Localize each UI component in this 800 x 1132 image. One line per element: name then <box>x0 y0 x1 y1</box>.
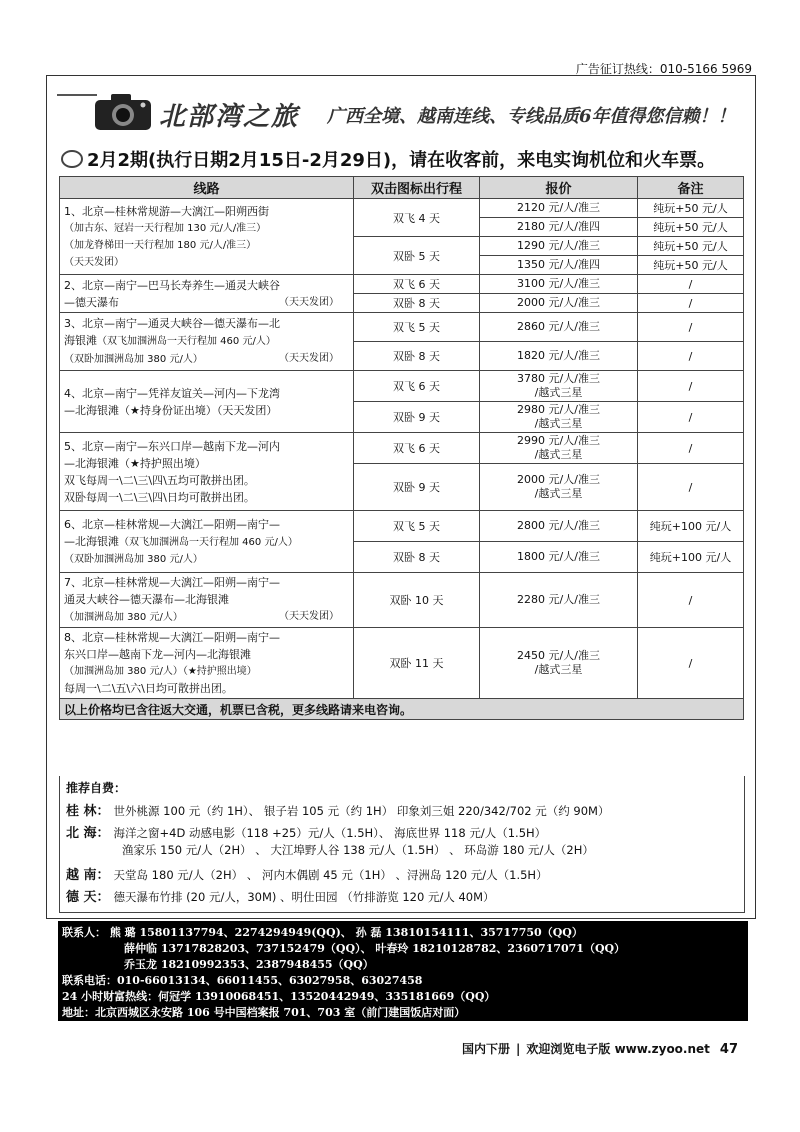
route-text: 2、北京—南宁—巴马长寿养生—通灵大峡谷 <box>64 278 280 292</box>
note-cell: / <box>638 573 744 628</box>
price-cell: 2860 元/人/准三 <box>480 313 638 342</box>
price-text: /越式三星 <box>534 386 583 399</box>
city-label: 北 海： <box>66 826 110 841</box>
route-8 <box>60 628 354 699</box>
contact-line: 乔玉龙 18210992353、2387948455（QQ） <box>124 958 374 971</box>
note-cell: 纯玩+50 元/人 <box>638 218 744 237</box>
price-text: 2980 元/人/准三 <box>517 403 600 416</box>
note-cell: / <box>638 464 744 511</box>
contact-phone: 联系电话：010-66013134、66011455、63027958、63027458 <box>62 974 423 987</box>
contact-line: 联系人： 熊 璐 15801137794、2274294949(QQ)、 孙 磊 13810154111、35717750（QQ） <box>62 926 583 939</box>
route-text: （天天发团） <box>64 256 124 268</box>
route-text: （加龙脊梯田一天行程加 180 元/人/准三） <box>64 239 257 251</box>
note-cell: 纯玩+50 元/人 <box>638 199 744 218</box>
swirl-icon <box>61 150 83 168</box>
route-text: （双卧加涠洲岛加 380 元/人） <box>64 553 203 565</box>
price-text: /越式三星 <box>534 487 583 500</box>
price-cell: 1820 元/人/准三 <box>480 342 638 371</box>
route-7 <box>60 573 354 628</box>
price-cell <box>480 402 638 433</box>
route-text: —北海银滩（★持身份证出境）（天天发团） <box>64 403 278 417</box>
brand-logo-text: 北部湾之旅 <box>159 102 300 132</box>
route-text: —北海银滩（★持护照出境） <box>64 456 206 470</box>
city-label: 桂 林： <box>66 804 110 819</box>
note-cell: / <box>638 275 744 294</box>
itinerary-link[interactable]: 双卧 8 天 <box>354 342 480 371</box>
route-text: 双飞每周一\二\三\四\五均可散拼出团。 <box>64 473 255 487</box>
itinerary-link[interactable]: 双卧 10 天 <box>354 573 480 628</box>
logo-line <box>57 94 97 96</box>
summary-row <box>60 699 744 720</box>
route-1 <box>60 199 354 275</box>
route-text: 3、北京—南宁—通灵大峡谷—德天瀑布—北 <box>64 317 280 330</box>
self-pay-title: 推荐自费： <box>66 781 127 795</box>
note-cell: / <box>638 628 744 699</box>
itinerary-link[interactable]: 双飞 6 天 <box>354 371 480 402</box>
itinerary-link[interactable]: 双飞 6 天 <box>354 433 480 464</box>
price-cell: 3100 元/人/准三 <box>480 275 638 294</box>
route-table <box>59 176 744 720</box>
route-text: 6、北京—桂林常规—大漓江—阳朔—南宁— <box>64 517 280 531</box>
route-text: （天天发团） <box>279 296 339 308</box>
price-cell: 1290 元/人/准三 <box>480 237 638 256</box>
camera-icon <box>93 90 153 132</box>
table-row <box>60 199 744 218</box>
period-notice <box>61 146 715 172</box>
summary-text: 以上价格均已含往返大交通，机票已含税，更多线路请来电咨询。 <box>60 699 744 720</box>
note-cell: / <box>638 371 744 402</box>
price-text: 2450 元/人/准三 <box>517 649 600 662</box>
route-text: （加古东、冠岩一天行程加 130 元/人/准三） <box>64 222 267 234</box>
table-row <box>60 628 744 699</box>
footer-section: 国内下册 <box>462 1042 511 1056</box>
table-row <box>60 433 744 464</box>
price-text: 2000 元/人/准三 <box>517 473 600 486</box>
itinerary-link[interactable]: 双卧 9 天 <box>354 464 480 511</box>
note-cell: / <box>638 294 744 313</box>
route-text: 4、北京—南宁—凭祥友谊关—河内—下龙湾 <box>64 386 280 400</box>
price-text: 3780 元/人/准三 <box>517 372 600 385</box>
ad-hotline: 广告征订热线：010-5166 5969 <box>575 62 752 76</box>
price-cell: 1350 元/人/准四 <box>480 256 638 275</box>
price-text: /越式三星 <box>534 417 583 430</box>
note-cell: 纯玩+50 元/人 <box>638 256 744 275</box>
self-pay-beihai-2: 渔家乐 150 元/人（2H） 、 大江埠野人谷 138 元/人（1.5H） 、 环岛游 180 元/人（2H） <box>122 843 594 857</box>
itinerary-link[interactable]: 双卧 5 天 <box>354 237 480 275</box>
itinerary-link[interactable]: 双飞 5 天 <box>354 313 480 342</box>
price-cell <box>480 464 638 511</box>
self-pay-text: 德天瀑布竹排 (20 元/人，30M) 、明仕田园 （竹排游览 120 元/人 40M） <box>113 890 495 904</box>
price-cell: 2120 元/人/准三 <box>480 199 638 218</box>
route-text: 通灵大峡谷—德天瀑布—北海银滩 <box>64 593 229 606</box>
contact-hotline: 24 小时财富热线：何冠学 13910068451、13520442949、335181669（QQ） <box>62 990 496 1003</box>
self-pay-beihai <box>66 822 546 841</box>
route-3 <box>60 313 354 371</box>
route-text: （双卧加涠洲岛加 380 元/人） <box>64 354 203 365</box>
itinerary-link[interactable]: 双飞 5 天 <box>354 511 480 542</box>
price-cell <box>480 433 638 464</box>
table-row <box>60 511 744 542</box>
header-note: 备注 <box>638 177 744 199</box>
note-cell: 纯玩+100 元/人 <box>638 511 744 542</box>
city-label: 越 南： <box>66 868 110 883</box>
route-text: （加涠洲岛加 380 元/人） <box>64 612 183 623</box>
note-cell: / <box>638 402 744 433</box>
route-4 <box>60 371 354 433</box>
route-text: （双飞加涠洲岛一天行程加 460 元/人） <box>97 336 276 347</box>
table-row <box>60 275 744 294</box>
price-cell <box>480 628 638 699</box>
route-text: 每周一\二\五\六\日均可散拼出团。 <box>64 682 233 695</box>
price-cell: 2180 元/人/准四 <box>480 218 638 237</box>
route-text: 双卧每周一\二\三\四\日均可散拼出团。 <box>64 490 255 504</box>
contact-line: 薛仲临 13717828203、737152479（QQ）、 叶春玲 18210128782、2360717071（QQ） <box>124 942 626 955</box>
table-header <box>60 177 744 199</box>
table-row <box>60 313 744 342</box>
self-pay-section <box>59 776 745 913</box>
note-cell: / <box>638 342 744 371</box>
page-footer <box>462 1040 738 1057</box>
city-label: 德 天： <box>66 890 110 905</box>
ad-frame <box>46 75 756 919</box>
note-cell: 纯玩+100 元/人 <box>638 542 744 573</box>
route-5 <box>60 433 354 511</box>
route-text: 8、北京—桂林常规—大漓江—阳朔—南宁— <box>64 631 280 644</box>
table-row <box>60 371 744 402</box>
itinerary-link[interactable]: 双卧 11 天 <box>354 628 480 699</box>
self-pay-detian <box>66 886 495 905</box>
route-text: 1、北京—桂林常规游—大漓江—阳朔西街 <box>64 204 269 218</box>
itinerary-link[interactable]: 双卧 8 天 <box>354 294 480 313</box>
route-text: 5、北京—南宁—东兴口岸—越南下龙—河内 <box>64 439 280 453</box>
route-text: （天天发团） <box>279 353 339 364</box>
banner <box>57 84 745 142</box>
route-text: 东兴口岸—越南下龙—河内—北海银滩 <box>64 648 251 661</box>
note-cell: / <box>638 433 744 464</box>
itinerary-link[interactable]: 双飞 4 天 <box>354 199 480 237</box>
price-cell: 2280 元/人/准三 <box>480 573 638 628</box>
route-text: 7、北京—桂林常规—大漓江—阳朔—南宁— <box>64 576 280 589</box>
route-text: —德天瀑布 <box>64 295 119 309</box>
route-2 <box>60 275 354 313</box>
period-text: 2月2期(执行日期2月15日-2月29日)，请在收客前，来电实询机位和火车票。 <box>87 150 716 171</box>
header-itinerary: 双击图标出行程 <box>354 177 480 199</box>
table-row <box>60 573 744 628</box>
header-price: 报价 <box>480 177 638 199</box>
route-text: （加涠洲岛加 380 元/人）（★持护照出境） <box>64 666 257 677</box>
contact-box <box>58 921 748 1021</box>
header-route: 线路 <box>60 177 354 199</box>
route-text: （天天发团） <box>279 611 339 622</box>
route-text: （双飞加涠洲岛一天行程加 460 元/人） <box>119 536 298 548</box>
footer-link[interactable]: 欢迎浏览电子版 www.zyoo.net <box>526 1042 710 1056</box>
self-pay-guilin <box>66 800 609 819</box>
self-pay-text: 世外桃源 100 元（约 1H）、 银子岩 105 元（约 1H） 印象刘三姐 220/342/702 元（约 90M） <box>113 804 610 818</box>
self-pay-text: 海洋之窗+4D 动感电影（118 +25）元/人（1.5H）、 海底世界 118 元/人（1.5H） <box>113 826 547 840</box>
route-6 <box>60 511 354 573</box>
itinerary-link[interactable]: 双飞 6 天 <box>354 275 480 294</box>
route-text: —北海银滩 <box>64 534 119 548</box>
footer-separator: | <box>516 1042 521 1056</box>
contact-address: 地址：北京西城区永安路 106 号中国档案报 701、703 室（前门建国饭店对面） <box>62 1006 466 1019</box>
slogan: 广西全境、越南连线、专线品质6年值得您信赖！！ <box>327 106 736 127</box>
self-pay-vietnam <box>66 864 548 883</box>
price-text: 2990 元/人/准三 <box>517 434 600 447</box>
price-text: /越式三星 <box>534 663 583 676</box>
route-text: 海银滩 <box>64 334 97 347</box>
self-pay-text: 天堂岛 180 元/人（2H） 、 河内木偶剧 45 元（1H） 、浔洲岛 120 元/人（1.5H） <box>113 868 548 882</box>
itinerary-link[interactable]: 双卧 8 天 <box>354 542 480 573</box>
price-cell <box>480 371 638 402</box>
price-cell: 2000 元/人/准三 <box>480 294 638 313</box>
page-number: 47 <box>719 1042 738 1057</box>
itinerary-link[interactable]: 双卧 9 天 <box>354 402 480 433</box>
note-cell: 纯玩+50 元/人 <box>638 237 744 256</box>
price-cell: 2800 元/人/准三 <box>480 511 638 542</box>
price-text: /越式三星 <box>534 448 583 461</box>
price-cell: 1800 元/人/准三 <box>480 542 638 573</box>
note-cell: / <box>638 313 744 342</box>
